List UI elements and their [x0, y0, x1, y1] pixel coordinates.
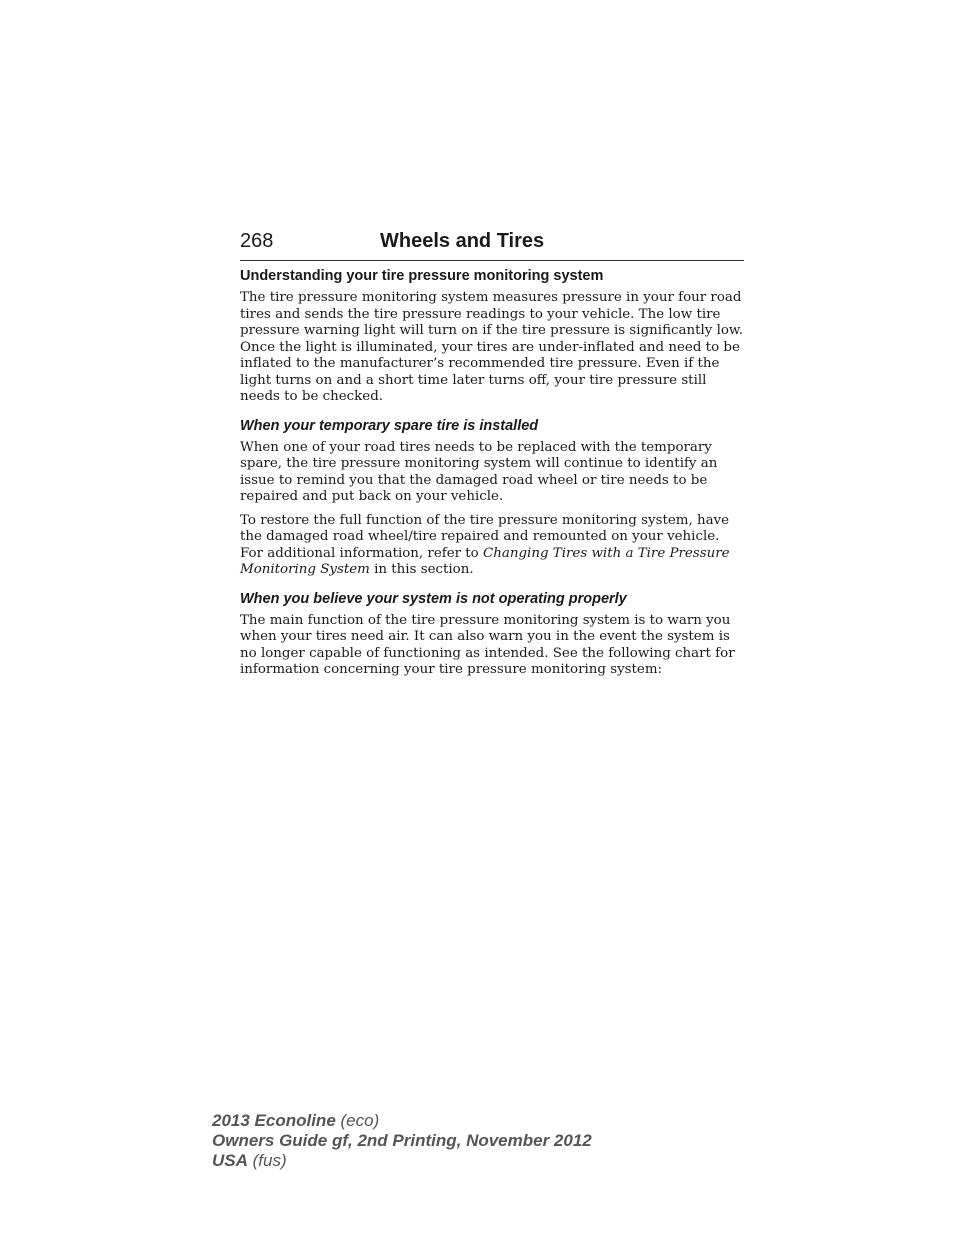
heading-understanding-tpms: Understanding your tire pressure monitoring system	[240, 268, 604, 284]
section-title: Wheels and Tires	[380, 230, 545, 252]
footer-market-line	[212, 1151, 592, 1171]
heading-temporary-spare: When your temporary spare tire is installed	[240, 417, 539, 434]
page-content	[240, 266, 746, 686]
heading-not-operating: When you believe your system is not operating properly	[240, 590, 627, 607]
paragraph-tpms-overview: The tire pressure monitoring system measures pressure in your four road tires and sends the tire pressure readings to your vehicle. The low tire pressure warning light will turn on if the tire pressure is significantly low. Once the light is illuminated, your tires are under-inflated and need to be inflated to the manufacturer’s recommended tire pressure. Even if the light turns on and a short time later turns off, your tire pressure still needs to be checked.	[240, 290, 744, 404]
footer-guide-line: Owners Guide gf, 2nd Printing, November 2012	[212, 1131, 592, 1150]
footer-model-code: (eco)	[335, 1111, 380, 1130]
page-header	[240, 228, 744, 261]
document-footer	[212, 1111, 592, 1171]
footer-model-line	[212, 1111, 592, 1131]
restore-text-before: To restore the full function of the tire pressure monitoring system, have the damaged road wheel/tire repaired and remounted on your vehicle. For additional information, refer to	[240, 512, 730, 561]
footer-market: USA	[212, 1151, 248, 1170]
footer-model: 2013 Econoline	[212, 1111, 336, 1130]
page-number: 268	[240, 230, 274, 252]
paragraph-temporary-spare: When one of your road tires needs to be replaced with the temporary spare, the tire pressure monitoring system will continue to identify an issue to remind you that the damaged road wheel or tire needs to be repaired and put back on your vehicle.	[240, 439, 718, 504]
cross-reference-link: Changing Tires with a Tire Pressure Monitoring System	[240, 545, 730, 577]
paragraph-main-function: The main function of the tire pressure monitoring system is to warn you when your tires need air. It can also warn you in the event the system is no longer capable of functioning as intended. See the following chart for information concerning your tire pressure monitoring system:	[240, 612, 735, 677]
restore-text-after: in this section.	[369, 562, 474, 577]
footer-market-code: (fus)	[247, 1151, 287, 1170]
paragraph-restore-function	[240, 513, 746, 579]
